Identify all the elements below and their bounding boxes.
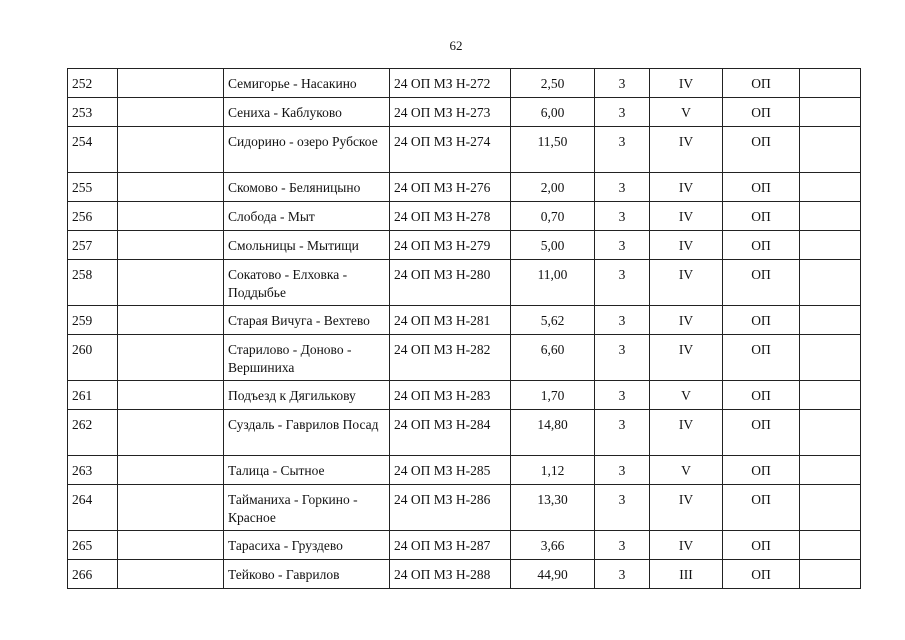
road-length: 3,66 <box>511 531 595 560</box>
table-body <box>68 69 861 589</box>
road-lanes: 3 <box>595 260 650 306</box>
road-length: 1,12 <box>511 456 595 485</box>
blank-cell <box>118 306 224 335</box>
road-length: 11,00 <box>511 260 595 306</box>
road-category: IV <box>650 127 723 173</box>
road-lanes: 3 <box>595 202 650 231</box>
note-cell <box>800 485 861 531</box>
row-number: 263 <box>68 456 118 485</box>
row-number: 252 <box>68 69 118 98</box>
road-name: Подъезд к Дягилькову <box>224 381 390 410</box>
note-cell <box>800 231 861 260</box>
road-code: 24 ОП МЗ Н-280 <box>390 260 511 306</box>
table-row <box>68 531 861 560</box>
roads-table <box>67 68 861 589</box>
road-significance: ОП <box>723 69 800 98</box>
blank-cell <box>118 231 224 260</box>
road-category: IV <box>650 173 723 202</box>
blank-cell <box>118 335 224 381</box>
row-number: 255 <box>68 173 118 202</box>
table-row <box>68 69 861 98</box>
road-length: 14,80 <box>511 410 595 456</box>
table-row <box>68 485 861 531</box>
road-code: 24 ОП МЗ Н-272 <box>390 69 511 98</box>
road-code: 24 ОП МЗ Н-278 <box>390 202 511 231</box>
road-lanes: 3 <box>595 456 650 485</box>
row-number: 259 <box>68 306 118 335</box>
road-code: 24 ОП МЗ Н-273 <box>390 98 511 127</box>
road-code: 24 ОП МЗ Н-284 <box>390 410 511 456</box>
road-length: 5,00 <box>511 231 595 260</box>
road-category: IV <box>650 335 723 381</box>
row-number: 258 <box>68 260 118 306</box>
road-lanes: 3 <box>595 381 650 410</box>
road-name: Суздаль - Гаврилов Посад <box>224 410 390 456</box>
blank-cell <box>118 127 224 173</box>
road-name: Слобода - Мыт <box>224 202 390 231</box>
road-lanes: 3 <box>595 173 650 202</box>
road-name: Тейково - Гаврилов <box>224 560 390 589</box>
road-lanes: 3 <box>595 98 650 127</box>
table-row <box>68 306 861 335</box>
road-name: Старилово - Доново - Вершиниха <box>224 335 390 381</box>
note-cell <box>800 531 861 560</box>
road-category: V <box>650 456 723 485</box>
table-row <box>68 173 861 202</box>
road-lanes: 3 <box>595 335 650 381</box>
road-significance: ОП <box>723 456 800 485</box>
note-cell <box>800 306 861 335</box>
road-significance: ОП <box>723 381 800 410</box>
road-lanes: 3 <box>595 560 650 589</box>
row-number: 254 <box>68 127 118 173</box>
page-number: 62 <box>449 38 463 53</box>
table-row <box>68 335 861 381</box>
road-category: V <box>650 98 723 127</box>
table-row <box>68 260 861 306</box>
note-cell <box>800 69 861 98</box>
blank-cell <box>118 98 224 127</box>
note-cell <box>800 335 861 381</box>
road-length: 2,00 <box>511 173 595 202</box>
road-name: Талица - Сытное <box>224 456 390 485</box>
note-cell <box>800 456 861 485</box>
row-number: 260 <box>68 335 118 381</box>
road-significance: ОП <box>723 335 800 381</box>
road-category: III <box>650 560 723 589</box>
table-row <box>68 381 861 410</box>
blank-cell <box>118 410 224 456</box>
row-number: 261 <box>68 381 118 410</box>
blank-cell <box>118 485 224 531</box>
road-length: 6,60 <box>511 335 595 381</box>
road-code: 24 ОП МЗ Н-285 <box>390 456 511 485</box>
road-name: Сениха - Каблуково <box>224 98 390 127</box>
road-significance: ОП <box>723 560 800 589</box>
row-number: 265 <box>68 531 118 560</box>
road-significance: ОП <box>723 485 800 531</box>
road-length: 5,62 <box>511 306 595 335</box>
road-lanes: 3 <box>595 69 650 98</box>
note-cell <box>800 260 861 306</box>
blank-cell <box>118 381 224 410</box>
road-category: IV <box>650 260 723 306</box>
road-name: Тарасиха - Груздево <box>224 531 390 560</box>
road-name: Сокатово - Елховка - Поддыбье <box>224 260 390 306</box>
road-code: 24 ОП МЗ Н-276 <box>390 173 511 202</box>
road-lanes: 3 <box>595 306 650 335</box>
road-name: Сидорино - озеро Рубское <box>224 127 390 173</box>
road-significance: ОП <box>723 231 800 260</box>
row-number: 264 <box>68 485 118 531</box>
road-code: 24 ОП МЗ Н-279 <box>390 231 511 260</box>
road-length: 1,70 <box>511 381 595 410</box>
road-length: 0,70 <box>511 202 595 231</box>
road-significance: ОП <box>723 127 800 173</box>
road-category: IV <box>650 69 723 98</box>
road-code: 24 ОП МЗ Н-281 <box>390 306 511 335</box>
road-category: V <box>650 381 723 410</box>
note-cell <box>800 560 861 589</box>
table-row <box>68 98 861 127</box>
note-cell <box>800 410 861 456</box>
road-name: Тайманиха - Горкино - Красное <box>224 485 390 531</box>
table-row <box>68 456 861 485</box>
row-number: 266 <box>68 560 118 589</box>
road-length: 11,50 <box>511 127 595 173</box>
road-significance: ОП <box>723 410 800 456</box>
road-category: IV <box>650 410 723 456</box>
road-significance: ОП <box>723 260 800 306</box>
road-code: 24 ОП МЗ Н-288 <box>390 560 511 589</box>
blank-cell <box>118 456 224 485</box>
blank-cell <box>118 173 224 202</box>
blank-cell <box>118 531 224 560</box>
row-number: 256 <box>68 202 118 231</box>
blank-cell <box>118 560 224 589</box>
table-row <box>68 231 861 260</box>
road-code: 24 ОП МЗ Н-287 <box>390 531 511 560</box>
road-significance: ОП <box>723 98 800 127</box>
table-row <box>68 560 861 589</box>
road-lanes: 3 <box>595 485 650 531</box>
note-cell <box>800 98 861 127</box>
road-code: 24 ОП МЗ Н-274 <box>390 127 511 173</box>
row-number: 262 <box>68 410 118 456</box>
road-code: 24 ОП МЗ Н-282 <box>390 335 511 381</box>
road-name: Старая Вичуга - Вехтево <box>224 306 390 335</box>
note-cell <box>800 127 861 173</box>
row-number: 257 <box>68 231 118 260</box>
table-row <box>68 127 861 173</box>
road-category: IV <box>650 231 723 260</box>
road-category: IV <box>650 531 723 560</box>
road-length: 2,50 <box>511 69 595 98</box>
road-significance: ОП <box>723 531 800 560</box>
note-cell <box>800 381 861 410</box>
road-lanes: 3 <box>595 231 650 260</box>
road-category: IV <box>650 306 723 335</box>
road-significance: ОП <box>723 202 800 231</box>
road-length: 6,00 <box>511 98 595 127</box>
blank-cell <box>118 69 224 98</box>
road-code: 24 ОП МЗ Н-286 <box>390 485 511 531</box>
road-significance: ОП <box>723 306 800 335</box>
table-row <box>68 410 861 456</box>
road-lanes: 3 <box>595 410 650 456</box>
table-row <box>68 202 861 231</box>
road-lanes: 3 <box>595 531 650 560</box>
road-name: Семигорье - Насакино <box>224 69 390 98</box>
road-category: IV <box>650 485 723 531</box>
road-lanes: 3 <box>595 127 650 173</box>
road-length: 44,90 <box>511 560 595 589</box>
road-category: IV <box>650 202 723 231</box>
road-significance: ОП <box>723 173 800 202</box>
blank-cell <box>118 202 224 231</box>
note-cell <box>800 173 861 202</box>
note-cell <box>800 202 861 231</box>
road-name: Смольницы - Мытищи <box>224 231 390 260</box>
blank-cell <box>118 260 224 306</box>
road-length: 13,30 <box>511 485 595 531</box>
road-code: 24 ОП МЗ Н-283 <box>390 381 511 410</box>
road-name: Скомово - Беляницыно <box>224 173 390 202</box>
row-number: 253 <box>68 98 118 127</box>
